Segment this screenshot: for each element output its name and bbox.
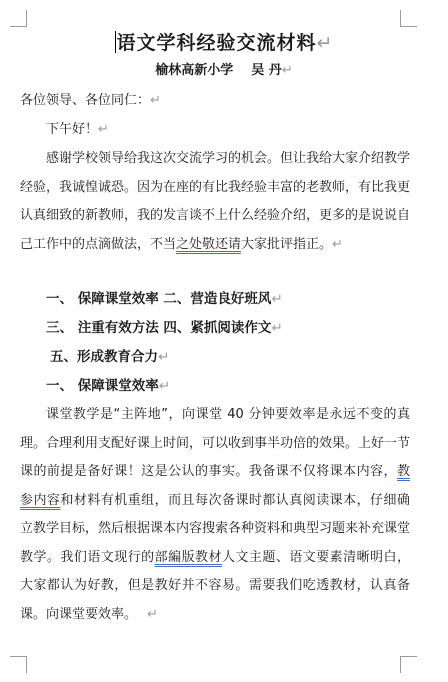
hello-text: 下午好！ (46, 122, 99, 137)
paragraph-mark-icon: ↵ (316, 32, 334, 54)
greeting-line (20, 91, 161, 111)
crop-mark-bottom-right (400, 656, 417, 673)
text-cursor (115, 31, 116, 53)
outline-line-3: 五、形成教育合力↵ (50, 349, 170, 365)
section-1-heading: 一、 保障课堂效率↵ (46, 378, 171, 394)
paragraph-mark-icon: ↵ (271, 291, 283, 307)
section-1-paragraph: 课堂教学是“主阵地”，向课堂 40 分钟要效率是永远不变的真理。合理利用支配好课上时间，可以收到事半功倍的效果。上好一节课的前提是备好课！这是公认的事实。我备课不仅将课本内容，教参内容和材料有机重组，而且每次备课时都认真阅读课本，仔细确立教学目标，然后根据课本内容搜索各种资料和典型习题来补充课堂教学。我们语文现行的部編版教材人文主题、语文要素清晰明白，大家都认为好教，但是教好并不容易。需要我们吃透教材，认真备课。向课堂要效率。 ↵ (20, 407, 411, 622)
paragraph-mark-icon: ↵ (147, 606, 158, 622)
proofing-underline-text[interactable]: 部編版教材 (154, 549, 222, 565)
crop-mark-top-right (400, 10, 417, 27)
intro-paragraph (20, 145, 410, 259)
paragraph-mark-icon: ↵ (150, 93, 161, 108)
greeting-text: 各位领导、各位同仁： (20, 93, 151, 108)
hello-line (46, 120, 109, 140)
crop-mark-top-left (10, 10, 27, 27)
paragraph-mark-icon: ↵ (271, 320, 283, 336)
intro-text: 感谢学校领导给我这次交流学习的机会。但让我给大家介绍教学经验，我诚惶诚恐。因为在座的有比我经验丰富的老教师，有比我更认真细致的新教师，我的发言谈不上什么经验介绍，更多的是说说自己工作中的点滴做法，不当 (20, 151, 411, 252)
outline-line-2: 三、 注重有效方法 四、紧抓阅读作文↵ (46, 320, 283, 336)
intro-text-end: 大家批评指正。 (241, 236, 333, 252)
paragraph-mark-icon: ↵ (158, 378, 171, 394)
document-title: 语文学科经验交流材料 (116, 32, 317, 54)
author-line (0, 61, 448, 81)
paragraph-mark-icon: ↵ (332, 236, 343, 252)
author-school: 榆林高新小学 (155, 63, 234, 78)
paragraph-mark-icon: ↵ (158, 349, 170, 365)
proofing-underline-text[interactable]: 之处敬还请 (176, 236, 242, 252)
author-name: 吴 丹 (251, 63, 282, 78)
crop-mark-bottom-left (10, 656, 27, 673)
paragraph-mark-icon: ↵ (281, 63, 293, 78)
paragraph-mark-icon: ↵ (98, 122, 109, 137)
document-title-line[interactable] (0, 28, 448, 58)
proofing-underline-text[interactable]: 教参内容 (20, 464, 410, 508)
outline-line-1: 一、 保障课堂效率 二、营造良好班风↵ (46, 291, 283, 307)
